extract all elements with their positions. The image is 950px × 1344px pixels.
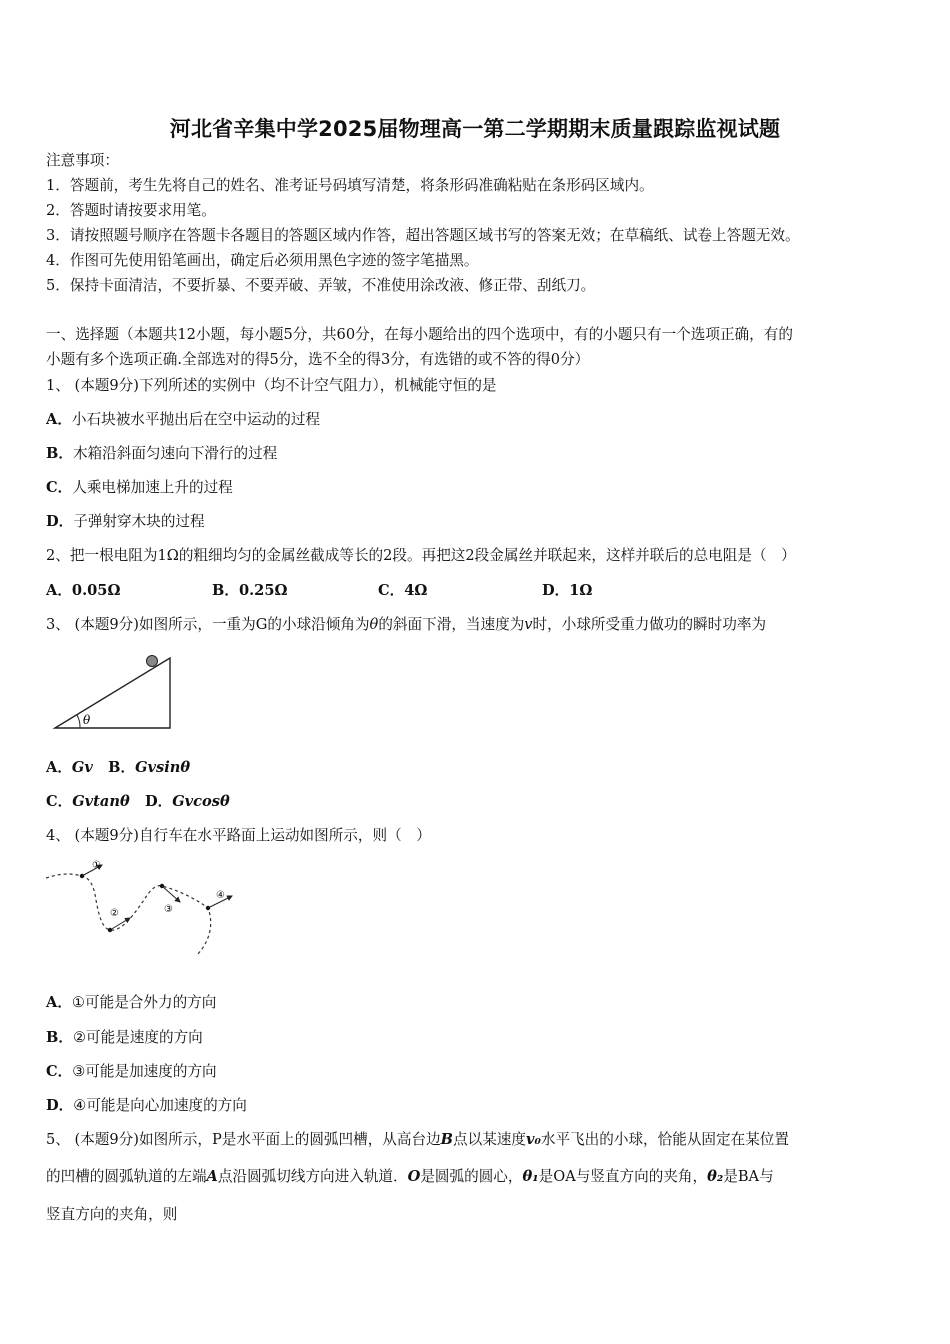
dashed-path: [46, 874, 211, 956]
question-3-stem: 3、 (本题9分)如图所示，一重为G的小球沿倾角为θ的斜面下滑，当速度为v时，小球所受重力做功的瞬时功率为: [46, 616, 767, 633]
q3-options-row2: C．Gvtanθ D．Gvcosθ: [46, 793, 230, 810]
q4-option-c: C．③可能是加速度的方向: [46, 1063, 217, 1080]
theta-label: θ: [83, 713, 91, 727]
label-4: ④: [216, 890, 225, 901]
q2-option-d: D．1Ω: [542, 582, 593, 599]
q2-option-c: C．4Ω: [378, 582, 428, 599]
question-4-stem: 4、 (本题9分)自行车在水平路面上运动如图所示，则（ ）: [46, 827, 431, 844]
label-1: ①: [92, 860, 101, 871]
label-2: ②: [110, 908, 119, 919]
section-heading: 一、选择题（本题共12小题，每小题5分，共60分，在每小题给出的四个选项中，有的小题只有一个选项正确，有的: [46, 326, 793, 343]
question-1-stem: 1、 (本题9分)下列所述的实例中（均不计空气阻力），机械能守恒的是: [46, 377, 497, 394]
q1-option-b: B．木箱沿斜面匀速向下滑行的过程: [46, 445, 278, 462]
q3-options-row1: A．Gv B．Gvsinθ: [46, 759, 191, 776]
q1-option-c: C．人乘电梯加速上升的过程: [46, 479, 233, 496]
angle-arc: [77, 715, 80, 728]
bicycle-path-figure: [44, 852, 244, 964]
question-5-line2: 的凹槽的圆弧轨道的左端A点沿圆弧切线方向进入轨道．O是圆弧的圆心，θ₁是OA与竖直方向的夹角，θ₂是BA与: [46, 1168, 774, 1185]
incline-triangle: [55, 658, 170, 728]
label-3: ③: [164, 904, 173, 915]
ball-icon: [147, 656, 158, 667]
q4-option-b: B．②可能是速度的方向: [46, 1029, 203, 1046]
section-heading-cont: 小题有多个选项正确.全部选对的得5分，选不全的得3分，有选错的或不答的得0分）: [46, 351, 590, 368]
incline-figure: [50, 650, 180, 732]
page-title: 河北省辛集中学2025届物理高一第二学期期末质量跟踪监视试题: [169, 117, 781, 141]
notice-item: 4．作图可先使用铅笔画出，确定后必须用黑色字迹的签字笔描黑。: [46, 252, 479, 269]
notice-item: 1．答题前，考生先将自己的姓名、准考证号码填写清楚，将条形码准确粘贴在条形码区域内。: [46, 177, 654, 194]
question-5-line3: 竖直方向的夹角，则: [46, 1206, 178, 1223]
notice-item: 3．请按照题号顺序在答题卡各题目的答题区域内作答，超出答题区域书写的答案无效；在草稿纸、试卷上答题无效。: [46, 227, 800, 244]
q1-option-d: D．子弹射穿木块的过程: [46, 513, 205, 530]
q2-option-b: B．0.25Ω: [212, 582, 288, 599]
notice-item: 5．保持卡面清洁，不要折暴、不要弄破、弄皱，不准使用涂改液、修正带、刮纸刀。: [46, 277, 596, 294]
q4-option-d: D．④可能是向心加速度的方向: [46, 1097, 247, 1114]
notice-item: 2．答题时请按要求用笔。: [46, 202, 216, 219]
q2-options: [46, 581, 592, 601]
q2-option-a: A．0.05Ω: [46, 582, 121, 599]
q4-option-a: A．①可能是合外力的方向: [46, 994, 217, 1011]
q1-option-a: A．小石块被水平抛出后在空中运动的过程: [46, 411, 321, 428]
question-2-stem: 2、把一根电阻为1Ω的粗细均匀的金属丝截成等长的2段。再把这2段金属丝并联起来，这样并联后的总电阻是（ ）: [46, 547, 796, 564]
question-5-line1: 5、 (本题9分)如图所示，P是水平面上的圆弧凹槽，从高台边B点以某速度v₀水平飞出的小球，恰能从固定在某位置: [46, 1131, 789, 1148]
notice-heading: 注意事项：: [46, 152, 119, 169]
